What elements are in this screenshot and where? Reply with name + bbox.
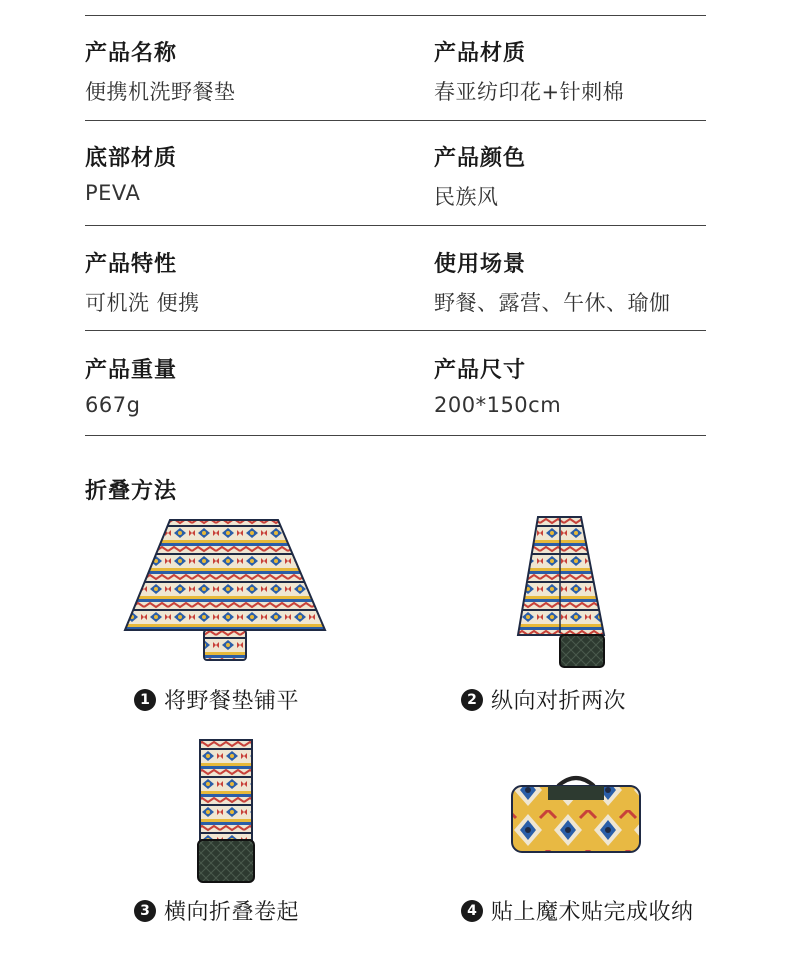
- spec-label-usage: 使用场景: [434, 252, 527, 277]
- spec-label-feature: 产品特性: [85, 252, 178, 277]
- spec-label-color: 产品颜色: [434, 146, 527, 171]
- mat-packed-image: [508, 770, 644, 856]
- step-number-badge: 4: [461, 900, 483, 922]
- spec-value-color: 民族风: [434, 185, 499, 209]
- divider: [85, 120, 706, 121]
- divider: [85, 330, 706, 331]
- spec-value-material: 春亚纺印花+针刺棉: [434, 80, 625, 104]
- step-4: [461, 895, 694, 926]
- spec-value-weight: 667g: [85, 393, 141, 417]
- spec-value-size: 200*150cm: [434, 393, 562, 417]
- spec-label-weight: 产品重量: [85, 358, 178, 383]
- step-3: [134, 895, 299, 926]
- mat-flat-image: [120, 515, 330, 665]
- spec-value-name: 便携机洗野餐垫: [85, 80, 236, 104]
- spec-value-feature: 可机洗 便携: [85, 291, 200, 315]
- step-text: 将野餐垫铺平: [164, 689, 300, 714]
- divider-top: [85, 15, 706, 16]
- folding-title: 折叠方法: [85, 479, 178, 504]
- spec-label-material: 产品材质: [434, 41, 527, 66]
- step-text: 横向折叠卷起: [164, 900, 300, 925]
- spec-value-usage: 野餐、露营、午休、瑜伽: [434, 291, 671, 315]
- divider-bottom: [85, 435, 706, 436]
- step-text: 贴上魔术贴完成收纳: [491, 900, 694, 925]
- step-number-badge: 2: [461, 689, 483, 711]
- spec-label-bottom: 底部材质: [85, 146, 178, 171]
- step-1: [134, 684, 299, 715]
- divider: [85, 225, 706, 226]
- spec-value-bottom: PEVA: [85, 181, 141, 205]
- spec-label-name: 产品名称: [85, 41, 178, 66]
- step-number-badge: 1: [134, 689, 156, 711]
- mat-folded-image: [516, 515, 608, 670]
- mat-rolled-image: [196, 738, 256, 886]
- step-number-badge: 3: [134, 900, 156, 922]
- spec-label-size: 产品尺寸: [434, 358, 527, 383]
- step-text: 纵向对折两次: [491, 689, 627, 714]
- step-2: [461, 684, 626, 715]
